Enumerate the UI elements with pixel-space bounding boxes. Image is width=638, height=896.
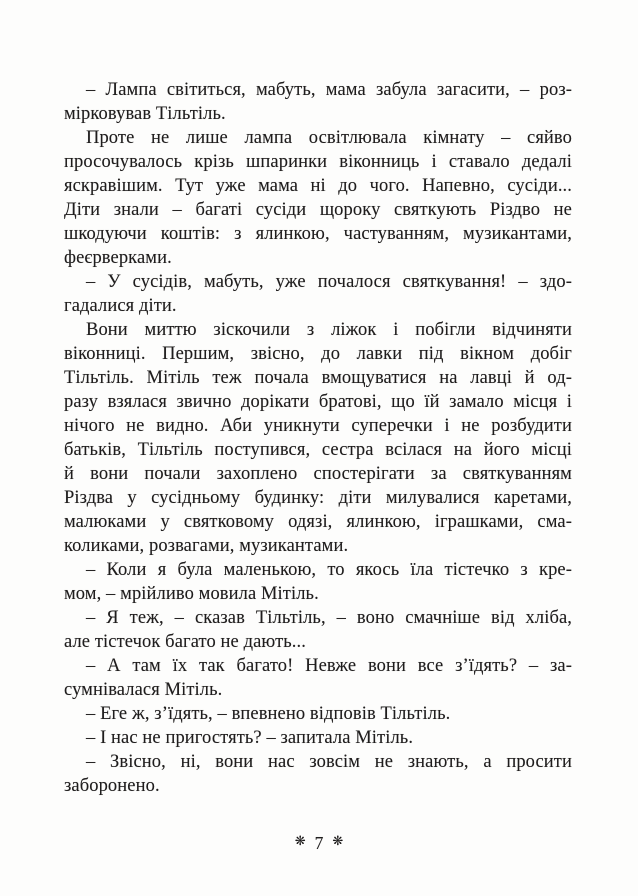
paragraph <box>64 126 572 270</box>
text-line: але тістечок багато не дають... <box>64 632 306 652</box>
text-line: Проте не лише лампа освітлювала кімнату – сяйво <box>86 128 572 148</box>
text-line: яскравішим. Тут уже мама ні до чого. Напевно, сусіди... <box>64 176 572 196</box>
text-line: гадалися діти. <box>64 296 177 316</box>
text-line: мом, – мрійливо мовила Мітіль. <box>64 584 319 604</box>
text-line: – Я теж, – сказав Тільтіль, – воно смачніше від хліба, <box>86 608 572 628</box>
text-line: Вони миттю зіскочили з ліжок і побігли відчиняти <box>86 320 572 340</box>
paragraph <box>64 606 572 654</box>
text-line: – У сусідів, мабуть, уже почалося святкування! – здо- <box>86 272 572 292</box>
paragraph <box>64 78 572 126</box>
text-line: нічого не видно. Аби уникнути суперечки і не розбудити <box>64 416 572 436</box>
text-line: Тільтіль. Мітіль теж почала вмощуватися на лавці й од- <box>64 368 572 388</box>
text-line: й вони почали захоплено спостерігати за святкуванням <box>64 464 572 484</box>
paragraph <box>64 270 572 318</box>
text-line: феєрверками. <box>64 248 172 268</box>
text-line: мірковував Тільтіль. <box>64 104 226 124</box>
paragraph <box>64 654 572 702</box>
text-line: – Звісно, ні, вони нас зовсім не знають, а просити <box>86 752 572 772</box>
paragraph <box>64 558 572 606</box>
text-line: шкодуючи коштів: з ялинкою, частуванням, музикантами, <box>64 224 572 244</box>
paragraph <box>64 702 572 726</box>
text-line: батьків, Тільтіль поступився, сестра всілася на його місці <box>64 440 572 460</box>
text-line: сумнівалася Мітіль. <box>64 680 223 700</box>
text-line: заборонено. <box>64 776 160 796</box>
page-number: 7 <box>314 833 324 853</box>
text-line: коликами, розвагами, музикантами. <box>64 536 349 556</box>
page-text <box>64 78 572 798</box>
text-line: – Лампа світиться, мабуть, мама забула загасити, – роз- <box>86 80 572 100</box>
page-footer <box>0 831 638 855</box>
text-line: – Еге ж, з’їдять, – впевнено відповів Тільтіль. <box>86 704 451 724</box>
paragraph <box>64 318 572 558</box>
text-line: Різдва у сусідньому будинку: діти милувалися каретами, <box>64 488 572 508</box>
text-line: віконниці. Першим, звісно, до лавки під вікном добіг <box>64 344 572 364</box>
text-line: просочувалось крізь шпаринки віконниць і ставало дедалі <box>64 152 572 172</box>
text-line: – Коли я була маленькою, то якось їла тістечко з кре- <box>86 560 572 580</box>
text-line: – А там їх так багато! Невже вони все з’їдять? – за- <box>86 656 572 676</box>
text-line: – І нас не пригостять? – запитала Мітіль. <box>86 728 414 748</box>
text-line: разу взялася звично дорікати братові, що їй замало місця і <box>64 392 572 412</box>
asterisk-ornament-icon: ❋ <box>332 834 344 849</box>
text-line: малюками у святковому одязі, ялинкою, іграшками, сма- <box>64 512 572 532</box>
asterisk-ornament-icon: ❋ <box>294 834 306 849</box>
paragraph <box>64 750 572 798</box>
paragraph <box>64 726 572 750</box>
text-line: Діти знали – багаті сусіди щороку святкують Різдво не <box>64 200 572 220</box>
